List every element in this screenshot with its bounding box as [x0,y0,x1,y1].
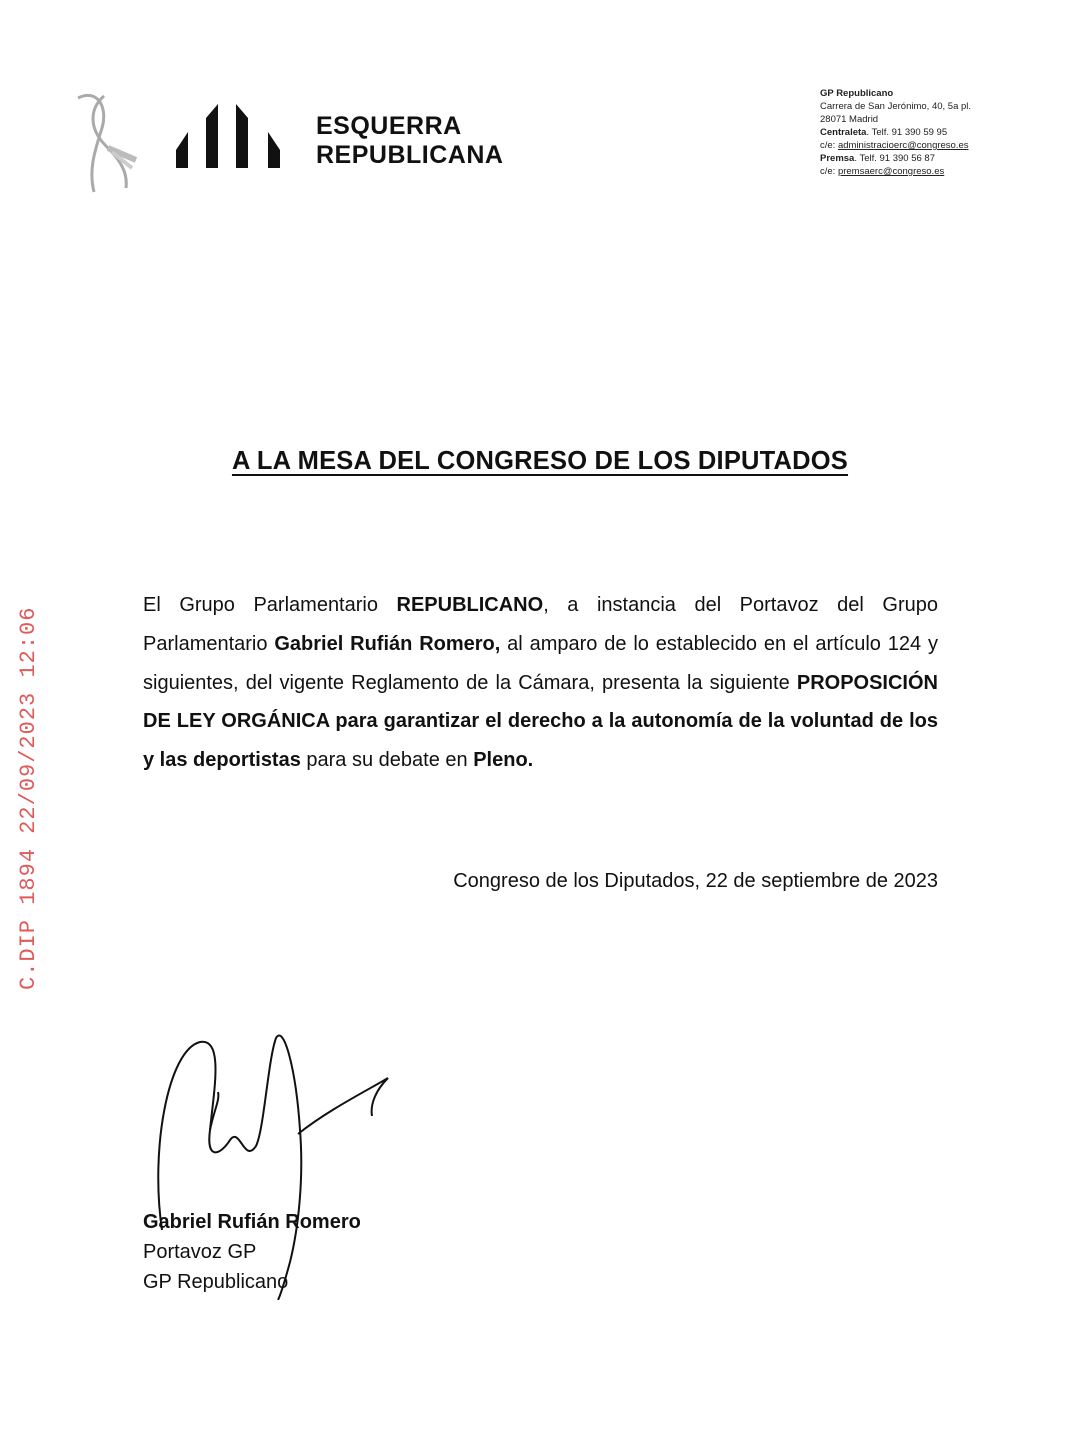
contact-centraleta-phone: . Telf. 91 390 59 95 [866,127,948,138]
body-text-3: al amparo de lo establecido en el artículo 124 y siguientes, del vigente Reglamento de la Cámara, presenta la siguiente [143,632,938,694]
signatory-group: GP Republicano [143,1271,289,1293]
body-group-name: REPUBLICANO [396,594,544,616]
party-logo-icon [172,100,290,168]
registration-stamp: C.DIP 1894 22/09/2023 12:06 [16,606,41,990]
body-text-1: El Grupo Parlamentario [143,594,397,616]
body-proposal-title: PROPOSICIÓN DE LEY ORGÁNICA para garantizar el derecho a la autonomía de la voluntad de los y las deportistas [143,671,938,772]
contact-email-press-link[interactable]: premsaerc@congreso.es [837,166,945,177]
contact-address: Carrera de San Jerónimo, 40, 5a pl. [820,101,972,112]
ribbon-icon [68,88,140,198]
contact-premsa-label: Premsa [820,153,855,164]
party-name [316,112,503,170]
body-text-4: para su debate en [300,749,474,772]
contact-group: GP Republicano [820,88,894,99]
body-plenary: Pleno. [473,749,534,772]
body-paragraph [143,586,938,780]
document-heading [0,447,1080,476]
contact-email-admin-link[interactable]: administracioerc@congreso.es [837,140,969,151]
contact-city: 28071 Madrid [820,114,879,125]
heading-text: A LA MESA DEL CONGRESO DE LOS DIPUTADOS [231,447,849,475]
body-spokesperson: Gabriel Rufián Romero, [274,632,501,655]
party-name-line-1: ESQUERRA [316,112,462,140]
place-date: Congreso de los Diputados, 22 de septiembre de 2023 [453,870,938,892]
contact-block [820,87,971,178]
signatory-role: Portavoz GP [143,1241,257,1263]
contact-email-prefix: c/e: [820,140,836,151]
signatory-block [143,1207,361,1297]
contact-premsa-phone: . Telf. 91 390 56 87 [854,153,935,164]
body-text-2: , a instancia del Portavoz del Grupo Parlamentario [143,594,938,655]
party-name-line-2: REPUBLICANA [316,141,504,169]
signatory-name: Gabriel Rufián Romero [143,1211,361,1233]
contact-centraleta-label: Centraleta [820,127,867,138]
contact-email-prefix-2: c/e: [820,166,836,177]
